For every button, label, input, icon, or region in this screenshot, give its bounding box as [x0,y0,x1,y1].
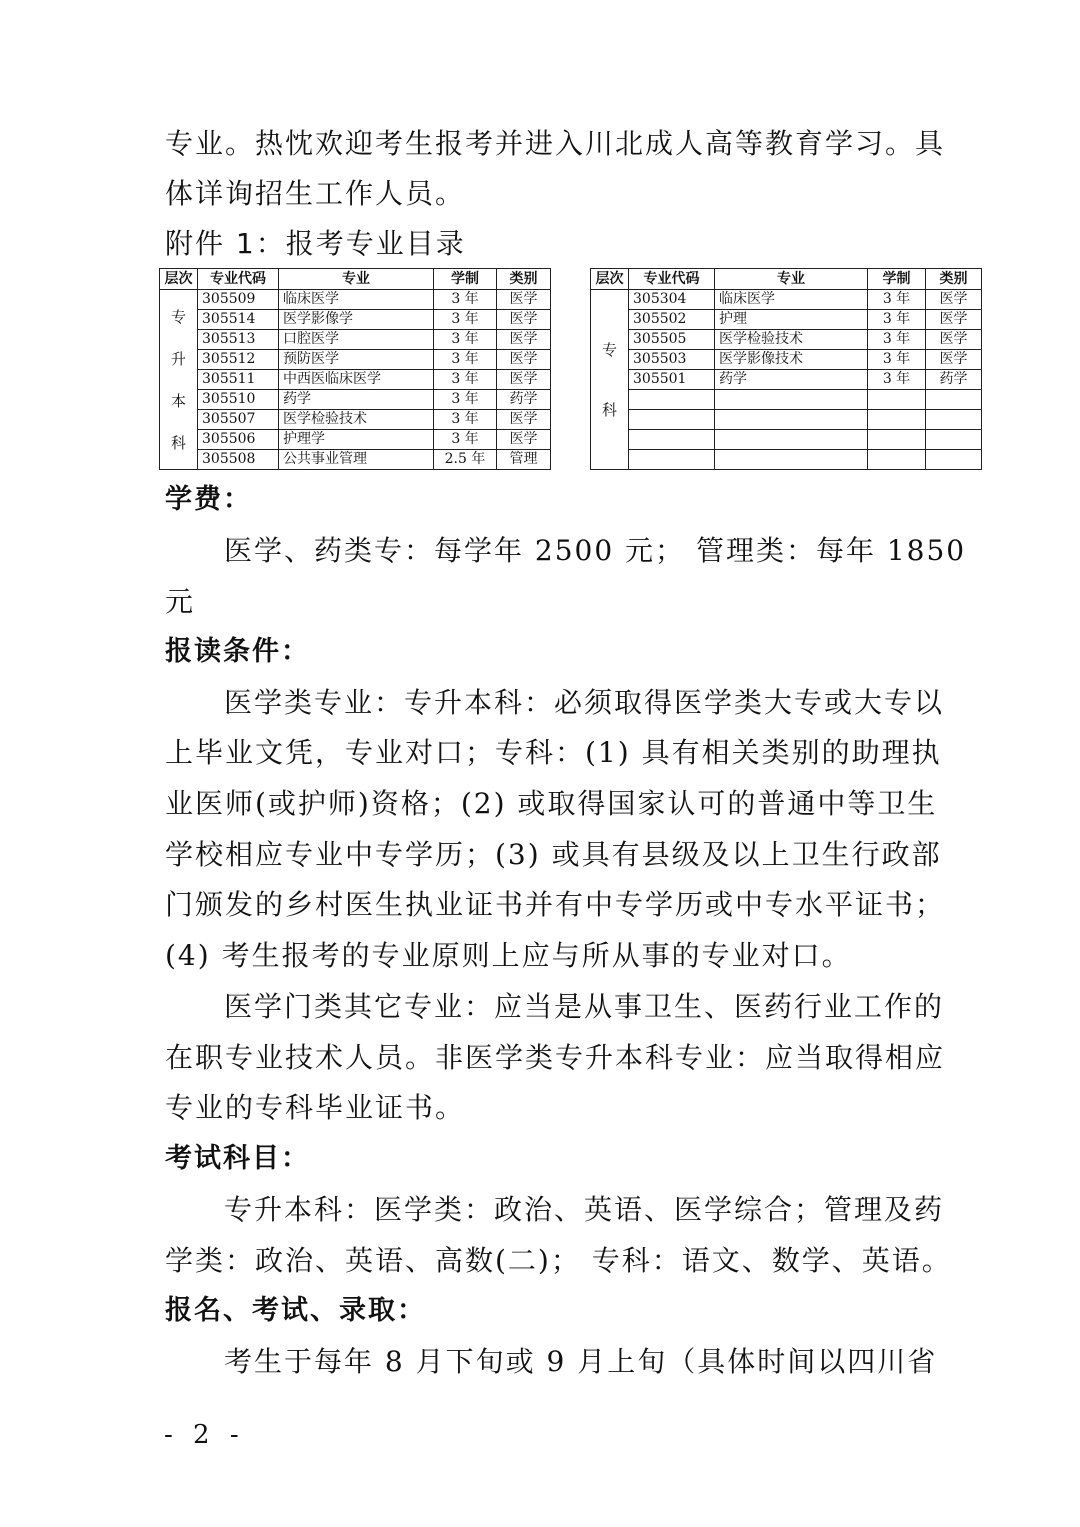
level-cell [160,290,198,470]
major-cell: 护理 [715,310,868,330]
table-row [591,330,982,350]
intro-line-1: 专业。热忱欢迎考生报考并进入川北成人高等教育学习。具 [165,127,946,160]
conditions-p2-line-3: 专业的专科毕业证书。 [165,1091,466,1124]
category-cell: 医学 [497,370,551,390]
conditions-p1-line-6: (4) 考生报考的专业原则上应与所从事的专业对口。 [165,939,852,972]
years-cell: 3 年 [434,330,497,350]
code-cell: 305513 [198,330,279,350]
major-cell: 预防医学 [279,350,434,370]
table-row [591,290,982,310]
level-char: 本 [170,391,186,410]
major-cell: 护理学 [279,430,434,450]
conditions-p1-line-5: 门颁发的乡村医生执业证书并有中专学历或中专水平证书； [165,888,946,921]
major-cell: 临床医学 [279,290,434,310]
table-row [160,410,551,430]
years-cell: 3 年 [434,370,497,390]
enrollment-heading: 报名、考试、录取： [165,1295,426,1326]
years-cell: 3 年 [868,310,926,330]
category-cell: 医学 [497,410,551,430]
level-char: 专 [170,307,186,326]
code-cell: 305508 [198,450,279,470]
header-major: 专业 [279,269,434,290]
code-cell [629,450,715,470]
tuition-line-2: 元 [165,585,196,618]
category-cell: 医学 [926,350,982,370]
code-cell: 305509 [198,290,279,310]
table-row [160,390,551,410]
years-cell: 3 年 [434,430,497,450]
category-cell [926,430,982,450]
table-row [160,430,551,450]
years-cell: 3 年 [434,310,497,330]
major-cell: 口腔医学 [279,330,434,350]
header-code: 专业代码 [198,269,279,290]
category-cell: 医学 [497,330,551,350]
years-cell: 3 年 [434,290,497,310]
code-cell: 305505 [629,330,715,350]
category-cell: 医学 [926,290,982,310]
conditions-p1-line-2: 上毕业文凭，专业对口；专科：(1) 具有相关类别的助理执 [165,736,942,769]
major-cell: 医学检验技术 [715,330,868,350]
table-header-row [591,269,982,290]
code-cell: 305506 [198,430,279,450]
tuition-line-1: 医学、药类专：每学年 2500 元； 管理类：每年 1850 [224,534,967,567]
years-cell [868,450,926,470]
major-cell: 医学影像技术 [715,350,868,370]
header-level: 层次 [160,269,198,290]
years-cell: 3 年 [868,370,926,390]
table-row [591,350,982,370]
table-row [160,450,551,470]
table-row [591,450,982,470]
category-cell: 医学 [497,290,551,310]
catalog-table-junior-college [590,268,982,470]
major-cell: 医学影像学 [279,310,434,330]
category-cell [926,410,982,430]
code-cell: 305510 [198,390,279,410]
code-cell: 305511 [198,370,279,390]
table-row [591,430,982,450]
code-cell: 305502 [629,310,715,330]
enrollment-line-1: 考生于每年 8 月下旬或 9 月上旬（具体时间以四川省 [224,1345,938,1378]
category-cell: 医学 [926,330,982,350]
exam-subjects-line-1: 专升本科：医学类：政治、英语、医学综合；管理及药 [224,1193,945,1226]
conditions-p2-line-1: 医学门类其它专业：应当是从事卫生、医药行业工作的 [224,990,945,1023]
code-cell [629,430,715,450]
code-cell: 305514 [198,310,279,330]
intro-line-2: 体详询招生工作人员。 [165,177,466,210]
conditions-p2-line-2: 在职专业技术人员。非医学类专升本科专业：应当取得相应 [165,1041,946,1074]
level-char: 科 [170,433,186,452]
category-cell: 医学 [926,310,982,330]
code-cell: 305507 [198,410,279,430]
exam-subjects-line-2: 学类：政治、英语、高数(二)； 专科：语文、数学、英语。 [165,1244,952,1277]
category-cell: 管理 [497,450,551,470]
tuition-heading: 学费： [165,484,252,515]
major-cell: 中西医临床医学 [279,370,434,390]
years-cell: 3 年 [868,290,926,310]
major-cell [715,410,868,430]
years-cell: 2.5 年 [434,450,497,470]
page-number: - 2 - [164,1420,245,1450]
years-cell: 3 年 [434,390,497,410]
header-category: 类别 [926,269,982,290]
catalog-table-upgrade [159,268,551,470]
category-cell: 医学 [497,350,551,370]
category-cell: 医学 [497,310,551,330]
major-cell: 临床医学 [715,290,868,310]
exam-subjects-heading: 考试科目： [165,1143,310,1174]
table-row [160,370,551,390]
header-code: 专业代码 [629,269,715,290]
code-cell: 305501 [629,370,715,390]
category-cell [926,450,982,470]
category-cell: 药学 [497,390,551,410]
header-level: 层次 [591,269,629,290]
code-cell: 305503 [629,350,715,370]
table-row [160,350,551,370]
header-years: 学制 [868,269,926,290]
header-category: 类别 [497,269,551,290]
major-cell [715,430,868,450]
years-cell: 3 年 [868,350,926,370]
category-cell [926,390,982,410]
level-cell [591,290,629,470]
conditions-p1-line-4: 学校相应专业中专学历；(3) 或具有县级及以上卫生行政部 [165,838,942,871]
code-cell: 305304 [629,290,715,310]
header-years: 学制 [434,269,497,290]
major-cell: 药学 [715,370,868,390]
major-cell: 公共事业管理 [279,450,434,470]
level-char: 专 [601,340,617,359]
table-row [160,310,551,330]
table-row [591,410,982,430]
table-header-row [160,269,551,290]
major-cell [715,450,868,470]
conditions-p1-line-1: 医学类专业：专升本科：必须取得医学类大专或大专以 [224,686,945,719]
conditions-heading: 报读条件： [165,636,310,667]
table-row [591,370,982,390]
years-cell [868,390,926,410]
table-row [591,310,982,330]
table-row [591,390,982,410]
years-cell [868,430,926,450]
attachment-title: 附件 1：报考专业目录 [165,227,466,260]
code-cell: 305512 [198,350,279,370]
years-cell: 3 年 [868,330,926,350]
years-cell: 3 年 [434,350,497,370]
major-cell: 药学 [279,390,434,410]
code-cell [629,390,715,410]
table-row [160,330,551,350]
category-cell: 药学 [926,370,982,390]
years-cell: 3 年 [434,410,497,430]
major-cell: 医学检验技术 [279,410,434,430]
major-cell [715,390,868,410]
category-cell: 医学 [497,430,551,450]
header-major: 专业 [715,269,868,290]
code-cell [629,410,715,430]
years-cell [868,410,926,430]
level-char: 科 [601,400,617,419]
level-char: 升 [170,349,186,368]
table-row [160,290,551,310]
conditions-p1-line-3: 业医师(或护师)资格；(2) 或取得国家认可的普通中等卫生 [165,787,938,820]
